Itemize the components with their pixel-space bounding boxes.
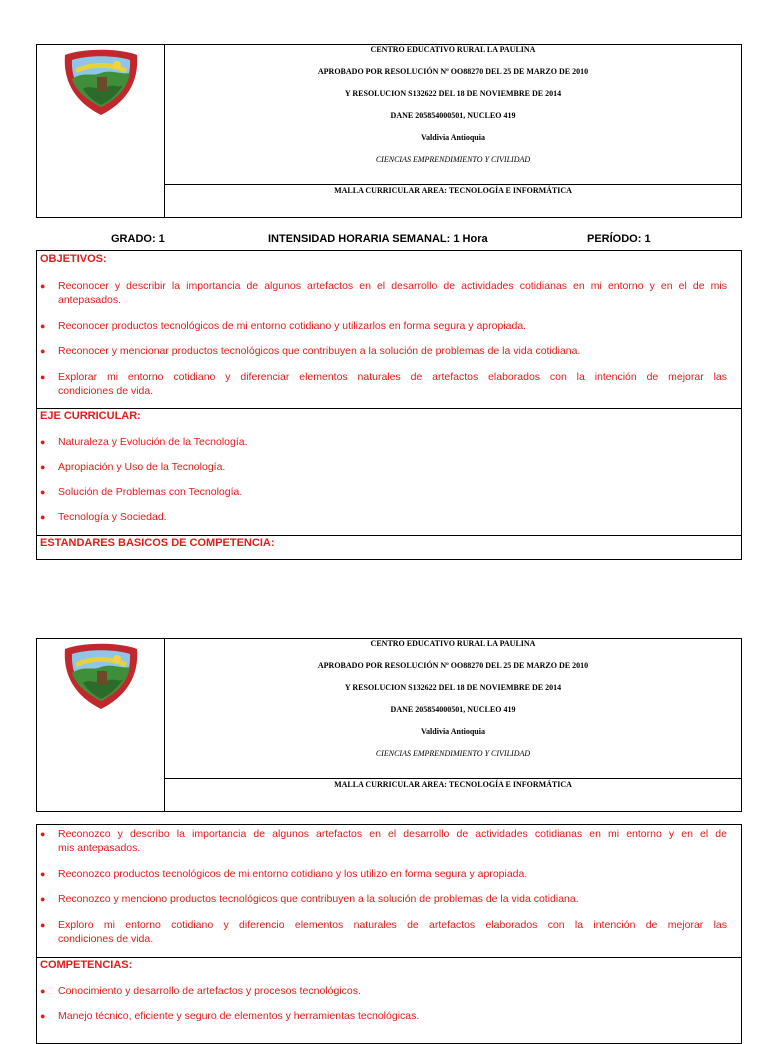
period-label: PERÍODO: 1	[587, 233, 651, 245]
bullet-icon: ●	[40, 281, 46, 291]
grade-label: GRADO: 1	[111, 233, 165, 245]
bullet-icon: ●	[40, 869, 46, 879]
school-crest-logo	[63, 643, 139, 711]
bullet-icon: ●	[40, 894, 46, 904]
bullet-icon: ●	[40, 437, 46, 447]
divider	[37, 957, 741, 958]
dane-text: DANE 205854000501, NUCLEO 419	[390, 111, 516, 120]
institution-name: CENTRO EDUCATIVO RURAL LA PAULINA	[370, 45, 536, 54]
header-info	[165, 45, 741, 185]
grade-bar	[0, 233, 768, 247]
divider	[37, 535, 741, 536]
location-text: Valdivia Antioquia	[421, 133, 485, 142]
curricular-area-title: MALLA CURRICULAR AREA: TECNOLOGÍA E INFORMÁTICA	[334, 780, 572, 789]
header-block-1	[36, 44, 742, 218]
eje-title: EJE CURRICULAR:	[40, 410, 141, 422]
content-box-2: ● Reconozco y describo la importancia de algunos artefactos en el desarrollo de actividades cotidianas en mi entorno y en el de mis antepasados. ● Reconozco productos tecnológicos de mi entorno cotidiano y los utilizo en forma segura y apropiada. ● Reconozco y menciono productos tecnológicos que contribuyen a la solución de problemas de la vida cotidiana. ● Exploro mi entorno cotidiano y diferencio elementos naturales de artefactos elaborados con la intención de mejorar las condiciones de vida. COMPETENCIAS: ● Conocimiento y desarrollo de artefactos y procesos tecnológicos. ● Manejo técnico, eficiente y seguro de elementos y herramientas tecnológicas.	[36, 824, 742, 1044]
bullet-icon: ●	[40, 512, 46, 522]
logo-cell	[37, 639, 165, 811]
location-text: Valdivia Antioquia	[421, 727, 485, 736]
estandares-title: ESTANDARES BASICOS DE COMPETENCIA:	[40, 537, 275, 549]
bullet-icon: ●	[40, 462, 46, 472]
header-block-2	[36, 638, 742, 812]
approval-text: APROBADO POR RESOLUCIÓN Nº OO88270 DEL 25 DE MARZO DE 2010	[317, 661, 589, 670]
curricular-area-title: MALLA CURRICULAR AREA: TECNOLOGÍA E INFORMÁTICA	[334, 186, 572, 195]
divider	[37, 408, 741, 409]
bullet-icon: ●	[40, 487, 46, 497]
motto-text: CIENCIAS EMPRENDIMIENTO Y CIVILIDAD	[375, 155, 531, 164]
competencias-title: COMPETENCIAS:	[40, 959, 133, 971]
bullet-icon: ●	[40, 346, 46, 356]
bullet-icon: ●	[40, 920, 46, 930]
motto-text: CIENCIAS EMPRENDIMIENTO Y CIVILIDAD	[375, 749, 531, 758]
bullet-icon: ●	[40, 1011, 46, 1021]
school-crest-logo	[63, 49, 139, 117]
bullet-icon: ●	[40, 321, 46, 331]
dane-text: DANE 205854000501, NUCLEO 419	[390, 705, 516, 714]
institution-name: CENTRO EDUCATIVO RURAL LA PAULINA	[370, 639, 536, 648]
resolution-text: Y RESOLUCION S132622 DEL 18 DE NOVIEMBRE DE 2014	[344, 683, 562, 692]
approval-text: APROBADO POR RESOLUCIÓN Nº OO88270 DEL 25 DE MARZO DE 2010	[317, 67, 589, 76]
intensity-label: INTENSIDAD HORARIA SEMANAL: 1 Hora	[268, 233, 488, 245]
objetivos-title: OBJETIVOS:	[40, 253, 107, 265]
bullet-icon: ●	[40, 829, 46, 839]
resolution-text: Y RESOLUCION S132622 DEL 18 DE NOVIEMBRE DE 2014	[344, 89, 562, 98]
bullet-icon: ●	[40, 372, 46, 382]
content-box-1: OBJETIVOS: ● Reconocer y describir la importancia de algunos artefactos en el desarrollo de actividades cotidianas en mi entorno y en el de mis antepasados. ● Reconocer productos tecnológicos de mi entorno cotidiano y utilizarlos en forma segura y apropiada. ● Reconocer y mencionar productos tecnológicos que contribuyen a la solución de problemas de la vida cotidiana. ● Explorar mi entorno cotidiano y diferenciar elementos naturales de artefactos elaborados con la intención de mejorar las condiciones de vida. EJE CURRICULAR: ● Naturaleza y Evolución de la Tecnología. ● Apropiación y Uso de la Tecnología. ● Solución de Problemas con Tecnología. ● Tecnología y Sociedad. ESTANDARES BASICOS DE COMPETENCIA:	[36, 250, 742, 560]
bullet-icon: ●	[40, 986, 46, 996]
header-info	[165, 639, 741, 779]
logo-cell	[37, 45, 165, 217]
